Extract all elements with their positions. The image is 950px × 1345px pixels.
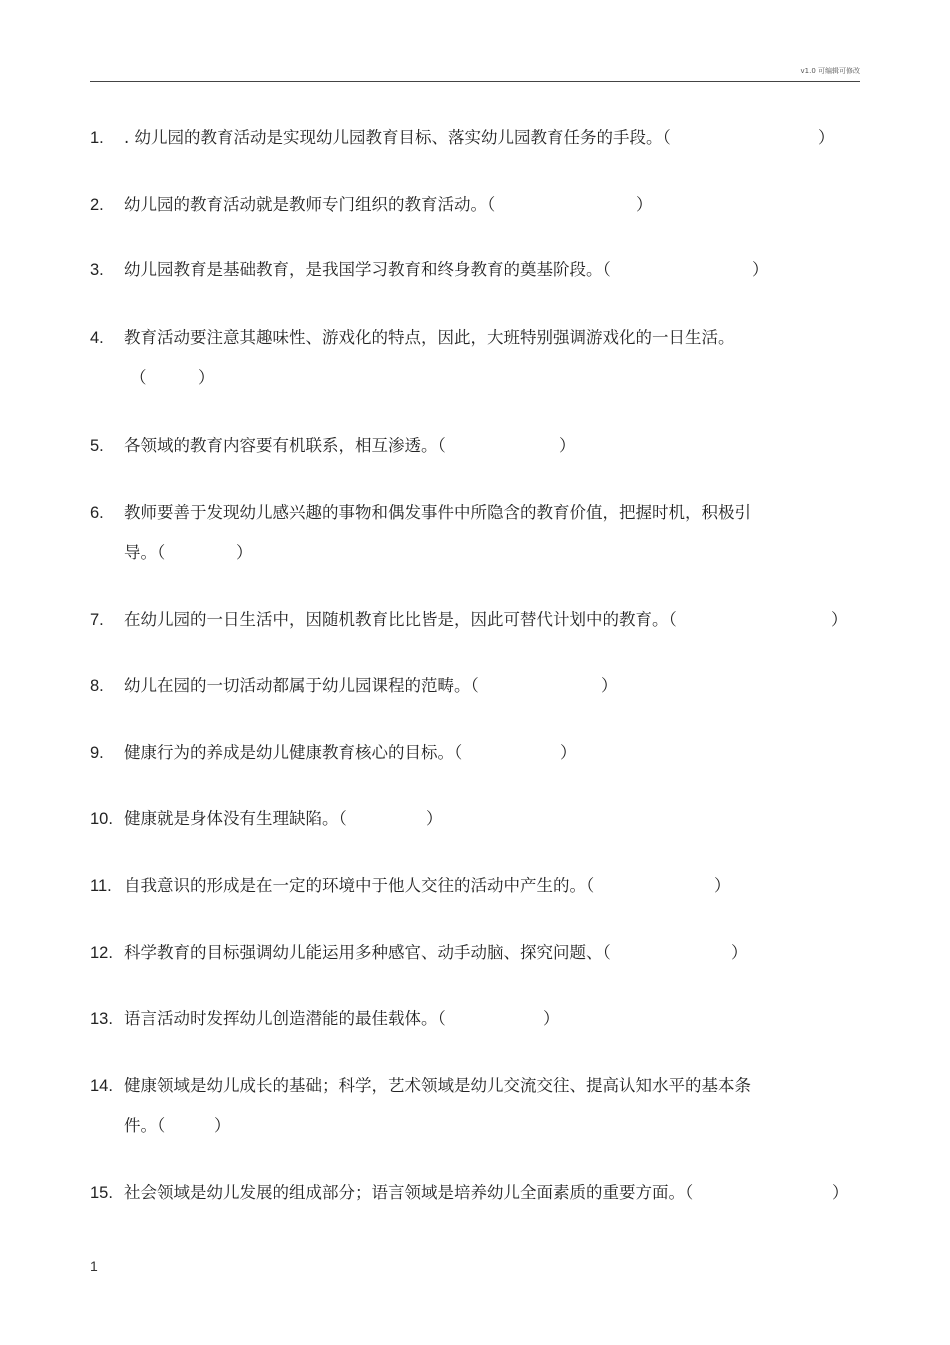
answer-blank-close: ） — [636, 195, 653, 214]
question-text: 语言活动时发挥幼儿创造潜能的最佳载体。（ — [124, 1009, 446, 1028]
answer-blank-close: ） — [818, 128, 835, 147]
question-number: 3. — [90, 261, 104, 279]
answer-blank-close: ） — [601, 676, 618, 695]
question-text: 健康就是身体没有生理缺陷。（ — [124, 809, 347, 828]
question-text-continued: 导。（ — [124, 543, 166, 562]
answer-blank-close: ） — [198, 368, 215, 387]
question-text-continued: 件。（ — [124, 1116, 166, 1135]
page-header — [90, 66, 860, 82]
question-number: 5. — [90, 437, 104, 455]
question-text: 幼儿园教育是基础教育，是我国学习教育和终身教育的奠基阶段。（ — [124, 260, 611, 279]
question-text: 在幼儿园的一日生活中，因随机教育比比皆是，因此可替代计划中的教育。（ — [124, 610, 677, 629]
question-number: 4. — [90, 329, 104, 347]
question-number: 6. — [90, 504, 104, 522]
question-number: 11. — [90, 877, 112, 895]
question-text: 教师要善于发现幼儿感兴趣的事物和偶发事件中所隐含的教育价值，把握时机，积极引 — [124, 503, 751, 522]
page-number: 1 — [90, 1258, 98, 1274]
answer-blank-close: ） — [831, 610, 848, 629]
question-number: 2. — [90, 196, 104, 214]
answer-blank-close: ） — [752, 260, 769, 279]
answer-blank-close: ） — [714, 876, 731, 895]
question-number: 9. — [90, 744, 104, 762]
question-text-continued: （ — [130, 368, 147, 387]
answer-blank-close: ） — [560, 743, 577, 762]
answer-blank-close: ） — [832, 1183, 849, 1202]
answer-blank-close: ） — [214, 1116, 231, 1135]
question-number: 8. — [90, 677, 104, 695]
question-text: 健康领域是幼儿成长的基础；科学，艺术领域是幼儿交流交往、提高认知水平的基本条 — [124, 1076, 751, 1095]
answer-blank-close: ） — [559, 436, 576, 455]
question-text: 幼儿在园的一切活动都属于幼儿园课程的范畴。（ — [124, 676, 479, 695]
question-number: 10. — [90, 810, 113, 828]
question-number: 14. — [90, 1077, 113, 1095]
answer-blank-close: ） — [426, 809, 443, 828]
question-number: 12. — [90, 944, 113, 962]
question-text: 教育活动要注意其趣味性、游戏化的特点，因此，大班特别强调游戏化的一日生活。 — [124, 328, 735, 347]
question-text: 自我意识的形成是在一定的环境中于他人交往的活动中产生的。（ — [124, 876, 595, 895]
question-text: 科学教育的目标强调幼儿能运用多种感官、动手动脑、探究问题、（ — [124, 943, 611, 962]
question-number: 13. — [90, 1010, 113, 1028]
question-number: 7. — [90, 611, 104, 629]
header-version-note: v1.0 可编辑可修改 — [800, 67, 860, 75]
question-text: 健康行为的养成是幼儿健康教育核心的目标。（ — [124, 743, 463, 762]
question-number: 1. — [90, 129, 104, 147]
answer-blank-close: ） — [543, 1009, 560, 1028]
question-text: 幼儿园的教育活动就是教师专门组织的教育活动。（ — [124, 195, 496, 214]
question-text: . 幼儿园的教育活动是实现幼儿园教育目标、落实幼儿园教育任务的手段。（ — [124, 128, 671, 147]
answer-blank-close: ） — [236, 543, 253, 562]
question-number: 15. — [90, 1184, 113, 1202]
question-text: 各领域的教育内容要有机联系，相互渗透。（ — [124, 436, 446, 455]
question-text: 社会领域是幼儿发展的组成部分；语言领域是培养幼儿全面素质的重要方面。（ — [124, 1183, 694, 1202]
answer-blank-close: ） — [731, 943, 748, 962]
